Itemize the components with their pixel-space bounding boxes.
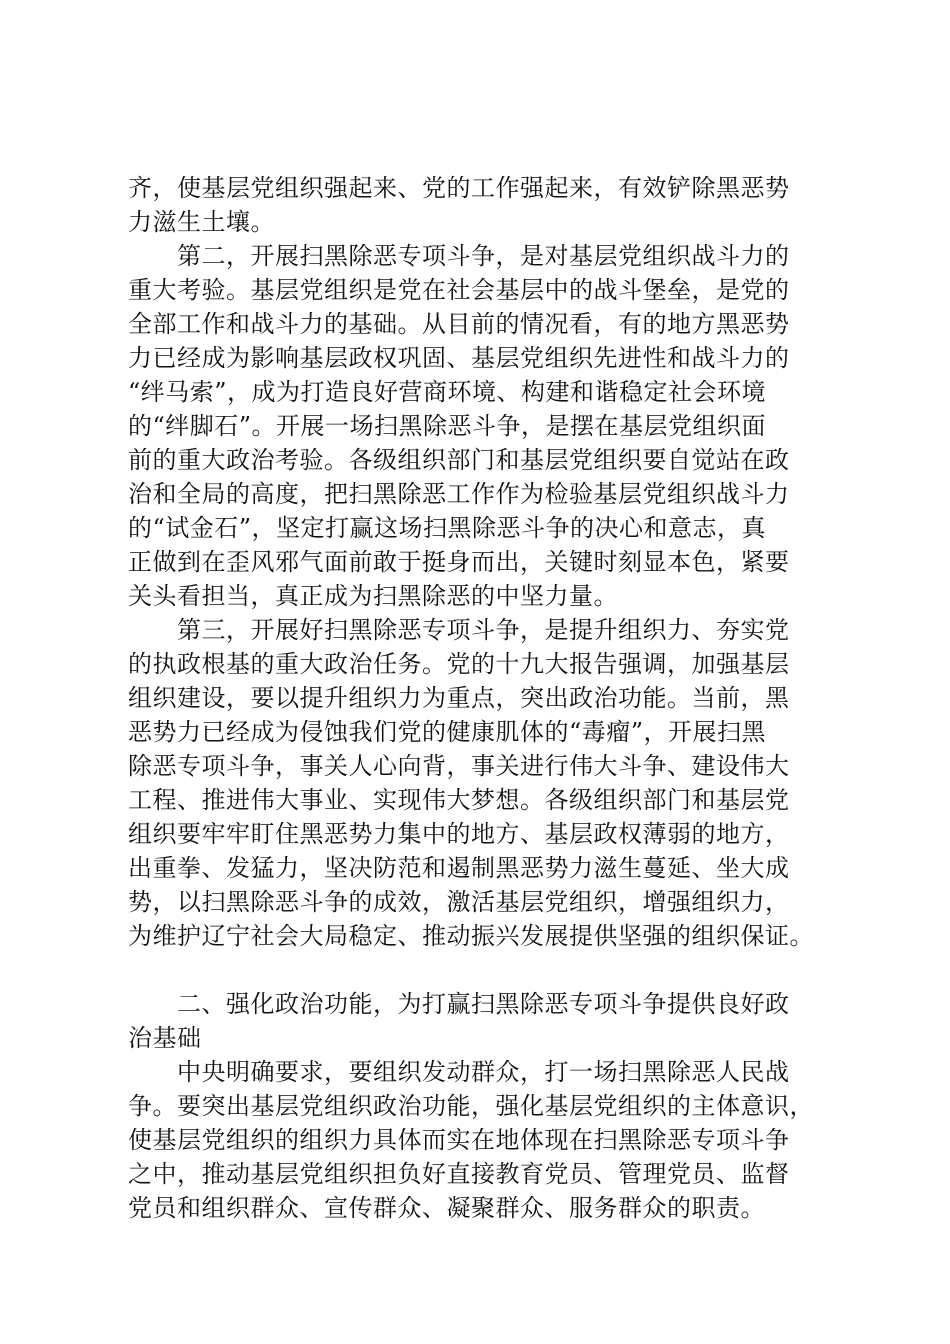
- text-line: 的“试金石”，坚定打赢这场扫黑除恶斗争的决心和意志，真: [128, 514, 767, 542]
- text-line: 之中，推动基层党组织担负好直接教育党员、管理党员、监督: [128, 1160, 790, 1188]
- text-line: 第二，开展扫黑除恶专项斗争，是对基层党组织战斗力的: [128, 242, 790, 270]
- text-line: 中央明确要求，要组织发动群众，打一场扫黑除恶人民战: [128, 1058, 790, 1086]
- section-heading-line: 治基础: [128, 1024, 202, 1052]
- text-line: 组织要牢牢盯住黑恶势力集中的地方、基层政权薄弱的地方，: [128, 820, 790, 848]
- text-line: 前的重大政治考验。各级组织部门和基层党组织要自觉站在政: [128, 446, 790, 474]
- text-line: 出重拳、发猛力，坚决防范和遏制黑恶势力滋生蔓延、坐大成: [128, 854, 790, 882]
- text-line: 使基层党组织的组织力具体而实在地体现在扫黑除恶专项斗争: [128, 1126, 790, 1154]
- text-line: 的执政根基的重大政治任务。党的十九大报告强调，加强基层: [128, 650, 790, 678]
- text-line: 重大考验。基层党组织是党在社会基层中的战斗堡垒，是党的: [128, 276, 790, 304]
- text-line: 治和全局的高度，把扫黑除恶工作作为检验基层党组织战斗力: [128, 480, 790, 508]
- text-line: 为维护辽宁社会大局稳定、推动振兴发展提供坚强的组织保证。: [128, 922, 814, 950]
- text-line: 工程、推进伟大事业、实现伟大梦想。各级组织部门和基层党: [128, 786, 790, 814]
- section-heading-line: 二、强化政治功能，为打赢扫黑除恶专项斗争提供良好政: [128, 990, 790, 1018]
- text-line: 党员和组织群众、宣传群众、凝聚群众、服务群众的职责。: [128, 1194, 765, 1222]
- text-line: 组织建设，要以提升组织力为重点，突出政治功能。当前，黑: [128, 684, 790, 712]
- text-line: 恶势力已经成为侵蚀我们党的健康肌体的“毒瘤”，开展扫黑: [128, 718, 767, 746]
- text-line: 关头看担当，真正成为扫黑除恶的中坚力量。: [128, 582, 618, 610]
- text-line: 力已经成为影响基层政权巩固、基层党组织先进性和战斗力的: [128, 344, 790, 372]
- text-line: “绊马索”，成为打造良好营商环境、构建和谐稳定社会环境: [128, 378, 767, 406]
- text-line: 争。要突出基层党组织政治功能，强化基层党组织的主体意识，: [128, 1092, 814, 1120]
- text-line: 除恶专项斗争，事关人心向背，事关进行伟大斗争、建设伟大: [128, 752, 790, 780]
- text-line: 力滋生土壤。: [128, 208, 275, 236]
- text-line: 正做到在歪风邪气面前敢于挺身而出，关键时刻显本色，紧要: [128, 548, 790, 576]
- text-line: 势，以扫黑除恶斗争的成效，激活基层党组织，增强组织力，: [128, 888, 790, 916]
- text-line: 齐，使基层党组织强起来、党的工作强起来，有效铲除黑恶势: [128, 174, 790, 202]
- text-line: 全部工作和战斗力的基础。从目前的情况看，有的地方黑恶势: [128, 310, 790, 338]
- text-line: 第三，开展好扫黑除恶专项斗争，是提升组织力、夯实党: [128, 616, 790, 644]
- text-line: 的“绊脚石”。开展一场扫黑除恶斗争，是摆在基层党组织面: [128, 412, 767, 440]
